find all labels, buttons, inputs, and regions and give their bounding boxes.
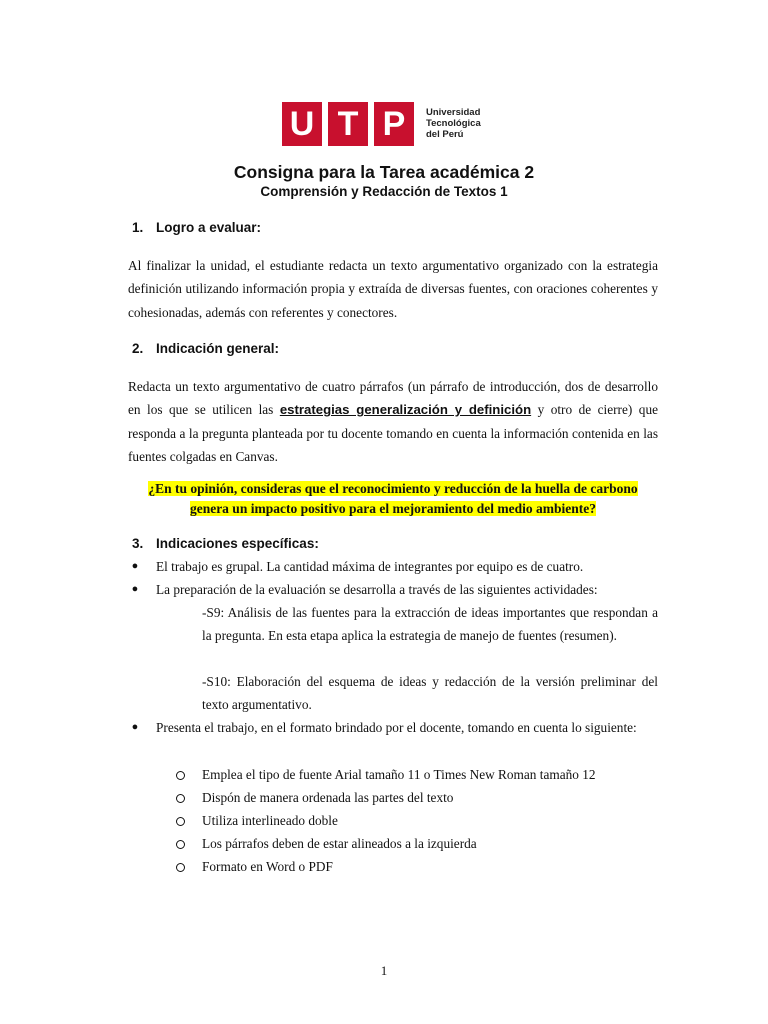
list-item-text: El trabajo es grupal. La cantidad máxima de integrantes por equipo es de cuatro. (156, 559, 584, 574)
section-title: Indicación general: (156, 341, 280, 356)
circle-bullet-icon (176, 817, 185, 826)
research-question (128, 479, 658, 519)
bullet-icon: ● (131, 721, 139, 733)
activity-s10: -S10: Elaboración del esquema de ideas y redacción de la versión preliminar del texto argumentativo. (202, 674, 658, 713)
question-line-1: ¿En tu opinión, consideras que el reconocimiento y reducción de la huella de carbono (148, 481, 638, 496)
format-item-text: Utiliza interlineado doble (202, 813, 338, 828)
strategies-highlight: estrategias generalización y definición (279, 402, 532, 418)
indicacion-general-paragraph (128, 375, 658, 468)
list-item-text: La preparación de la evaluación se desarrolla a través de las siguientes actividades: (156, 582, 598, 597)
section-number: 3. (132, 536, 144, 551)
logo-university-name (426, 107, 492, 140)
logo-letter-p: P (374, 102, 414, 146)
paragraph-text: y otro de cierre) que responda a la pregunta planteada por tu docente tomando en cuenta la información contenida en las fuentes colgadas en Canvas. (128, 402, 658, 464)
page-number: 1 (380, 963, 388, 978)
circle-bullet-icon (176, 840, 185, 849)
list-item-text: Presenta el trabajo, en el formato brindado por el docente, tomando en cuenta lo siguiente: (156, 720, 637, 735)
logo-letter-t: T (328, 102, 368, 146)
section-number: 2. (132, 341, 144, 356)
list-item (128, 716, 658, 764)
question-line-2: genera un impacto positivo para el mejoramiento del medio ambiente? (189, 501, 597, 516)
activity-s9: -S9: Análisis de las fuentes para la extracción de ideas importantes que respondan a la pregunta. En esta etapa aplica la estrategia de manejo de fuentes (resumen). (202, 605, 658, 644)
bullet-icon: ● (131, 560, 139, 572)
logro-paragraph: Al finalizar la unidad, el estudiante redacta un texto argumentativo organizado con la estrategia definición utilizando información propia y extraída de diversas fuentes, con oraciones coherentes y cohesionadas, además con referentes y conectores. (128, 258, 658, 320)
logo-letter-u: U (282, 102, 322, 146)
section-heading-logro (132, 220, 261, 235)
format-item-text: Formato en Word o PDF (202, 859, 333, 874)
list-item (128, 578, 658, 602)
page-title: Consigna para la Tarea académica 2 (233, 162, 535, 182)
page-subtitle: Comprensión y Redacción de Textos 1 (260, 184, 508, 199)
format-item-text: Dispón de manera ordenada las partes del texto (202, 790, 454, 805)
circle-bullet-icon (176, 794, 185, 803)
section-number: 1. (132, 220, 144, 235)
circle-bullet-icon (176, 771, 185, 780)
section-title: Logro a evaluar: (156, 220, 262, 235)
paragraph-text: Redacta un texto argumentativo de cuatro párrafos (un párrafo de introducción, dos de desarrollo en los que se utilicen las (128, 379, 658, 418)
section-heading-indicacion-general (132, 341, 279, 356)
section-heading-indicaciones-especificas (132, 536, 319, 551)
logo-line-1: Universidad (426, 107, 481, 118)
logo-line-3: del Perú (426, 129, 464, 140)
bullet-icon: ● (131, 583, 139, 595)
section-title: Indicaciones específicas: (156, 536, 319, 551)
logo-line-2: Tecnológica (426, 118, 481, 129)
format-item-text: Los párrafos deben de estar alineados a la izquierda (202, 836, 477, 851)
utp-logo (282, 102, 488, 148)
list-item (128, 555, 658, 579)
format-item-text: Emplea el tipo de fuente Arial tamaño 11 o Times New Roman tamaño 12 (202, 767, 596, 782)
circle-bullet-icon (176, 863, 185, 872)
